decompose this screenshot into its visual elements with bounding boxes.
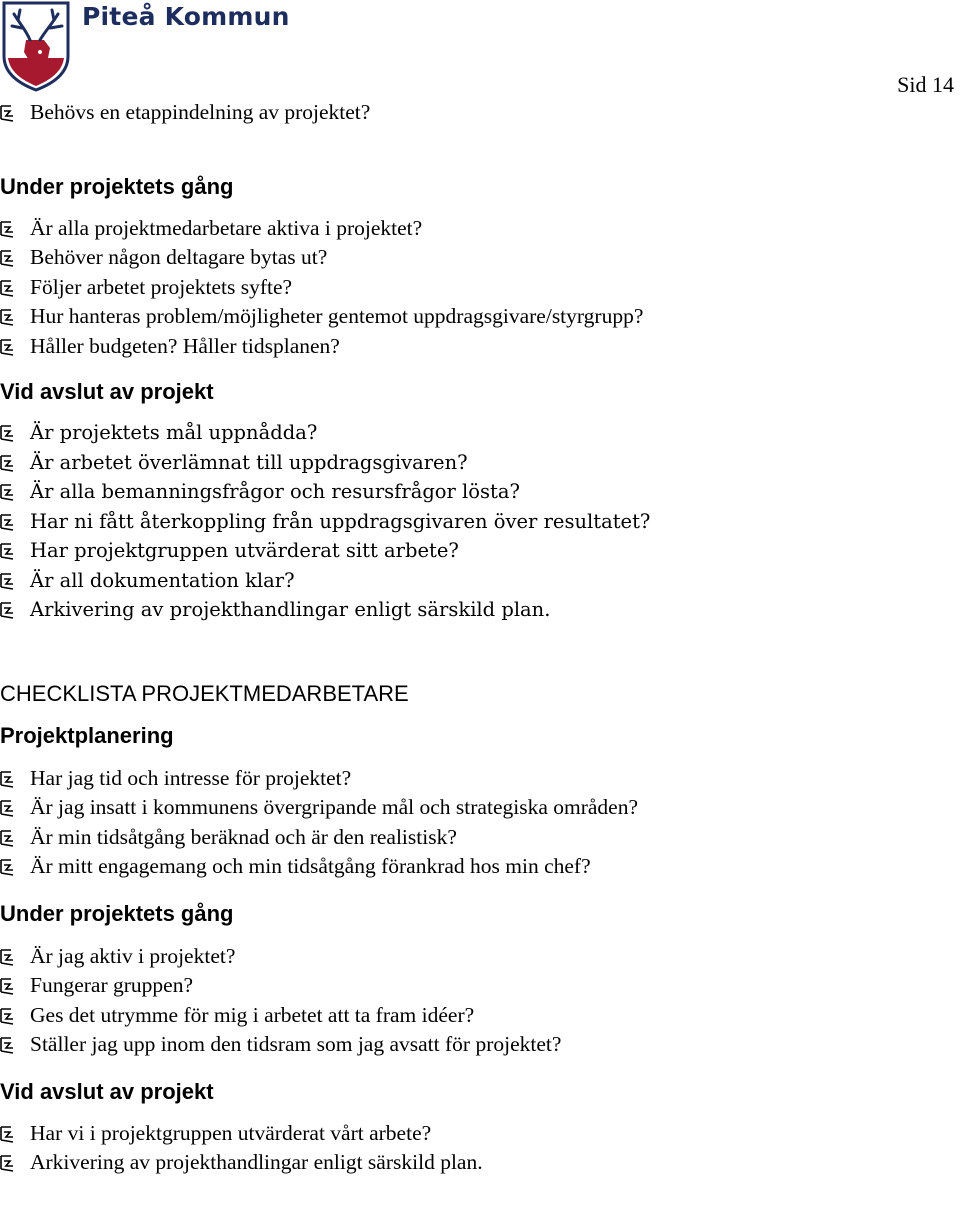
list-item-text: Är min tidsåtgång beräknad och är den realistisk? [30, 824, 457, 849]
checkbox-bullet-icon [0, 1037, 14, 1054]
checkbox-bullet-icon [0, 250, 14, 267]
list-item-text: Är all dokumentation klar? [30, 568, 295, 592]
checkbox-bullet-icon [0, 1126, 14, 1143]
checkbox-bullet-icon [0, 221, 14, 238]
list-item [0, 1030, 960, 1060]
list-item-text: Följer arbetet projektets syfte? [30, 274, 293, 299]
leader-during-list [0, 214, 960, 362]
checkbox-bullet-icon [0, 455, 14, 472]
section-heading-closing: Vid avslut av projekt [0, 1078, 214, 1104]
list-item-text: Har ni fått återkoppling från uppdragsgivaren över resultatet? [30, 509, 651, 533]
list-item [0, 243, 960, 273]
list-item-text: Är jag aktiv i projektet? [30, 943, 236, 968]
checkbox-bullet-icon [0, 830, 14, 847]
list-item [0, 823, 960, 853]
members-during-list [0, 942, 960, 1060]
list-item-text: Arkivering av projekthandlingar enligt särskild plan. [30, 1150, 483, 1174]
list-item [0, 942, 960, 972]
list-item-text: Har projektgruppen utvärderat sitt arbete? [30, 539, 459, 562]
checkbox-bullet-icon [0, 105, 14, 122]
list-item [0, 1148, 960, 1178]
list-item [0, 764, 960, 794]
checkbox-bullet-icon [0, 859, 14, 876]
list-item-text: Hur hanteras problem/möjligheter gentemot uppdragsgivare/styrgrupp? [30, 304, 644, 328]
list-item [0, 477, 960, 507]
checkbox-bullet-icon [0, 514, 14, 531]
list-item-text: Ställer jag upp inom den tidsram som jag avsatt för projektet? [30, 1032, 562, 1056]
checkbox-bullet-icon [0, 484, 14, 501]
list-item-text: Arkivering av projekthandlingar enligt särskild plan. [30, 598, 551, 621]
section-heading-closing: Vid avslut av projekt [0, 379, 214, 404]
list-item-text: Är jag insatt i kommunens övergripande mål och strategiska områden? [30, 795, 639, 819]
checkbox-bullet-icon [0, 573, 14, 590]
list-item-text: Behövs en etappindelning av projektet? [30, 100, 371, 124]
list-item-text: Är arbetet överlämnat till uppdragsgivaren? [30, 450, 468, 474]
list-item [0, 98, 960, 128]
checkbox-bullet-icon [0, 800, 14, 817]
list-item [0, 507, 960, 537]
list-item-text: Fungerar gruppen? [30, 973, 193, 997]
list-item-text: Är mitt engagemang och min tidsåtgång förankrad hos min chef? [30, 854, 591, 878]
list-item-text: Är alla projektmedarbetare aktiva i projektet? [30, 215, 423, 240]
section-heading-planning: Projektplanering [0, 722, 174, 748]
section-heading-during: Under projektets gång [0, 173, 234, 199]
organization-name: Piteå Kommun [82, 2, 290, 31]
list-item [0, 971, 960, 1001]
checkbox-bullet-icon [0, 339, 14, 356]
list-item [0, 852, 960, 882]
list-item [0, 1001, 960, 1031]
checkbox-bullet-icon [0, 543, 14, 560]
list-item-text: Har jag tid och intresse för projektet? [30, 765, 352, 790]
members-checklist-title: CHECKLISTA PROJEKTMEDARBETARE [0, 680, 409, 706]
list-item [0, 214, 960, 244]
checkbox-bullet-icon [0, 771, 14, 788]
list-item [0, 448, 960, 478]
list-item [0, 332, 960, 362]
list-item [0, 302, 960, 332]
members-planning-list [0, 764, 960, 882]
document-body [0, 98, 960, 1178]
list-item-text: Behöver någon deltagare bytas ut? [30, 245, 328, 269]
section-heading-during: Under projektets gång [0, 900, 234, 926]
list-item-text: Har vi i projektgruppen utvärderat vårt arbete? [30, 1120, 432, 1145]
list-item [0, 418, 960, 448]
reindeer-crest-icon [0, 0, 72, 92]
checkbox-bullet-icon [0, 280, 14, 297]
checkbox-bullet-icon [0, 425, 14, 442]
checkbox-bullet-icon [0, 949, 14, 966]
members-closing-list [0, 1119, 960, 1178]
list-item-text: Är projektets mål uppnådda? [30, 421, 318, 444]
list-item [0, 793, 960, 823]
list-item [0, 536, 960, 566]
list-item-text: Håller budgeten? Håller tidsplanen? [30, 333, 340, 358]
checkbox-bullet-icon [0, 602, 14, 619]
checkbox-bullet-icon [0, 309, 14, 326]
list-item-text: Ges det utrymme för mig i arbetet att ta fram idéer? [30, 1002, 475, 1027]
page-number: Sid 14 [897, 72, 954, 97]
leader-closing-list [0, 418, 960, 625]
list-item [0, 566, 960, 596]
checkbox-bullet-icon [0, 1155, 14, 1172]
checkbox-bullet-icon [0, 1008, 14, 1025]
list-item-text: Är alla bemanningsfrågor och resursfrågor lösta? [30, 480, 520, 503]
list-item [0, 1119, 960, 1149]
checkbox-bullet-icon [0, 978, 14, 995]
list-item [0, 595, 960, 625]
intro-list [0, 98, 960, 128]
list-item [0, 273, 960, 303]
